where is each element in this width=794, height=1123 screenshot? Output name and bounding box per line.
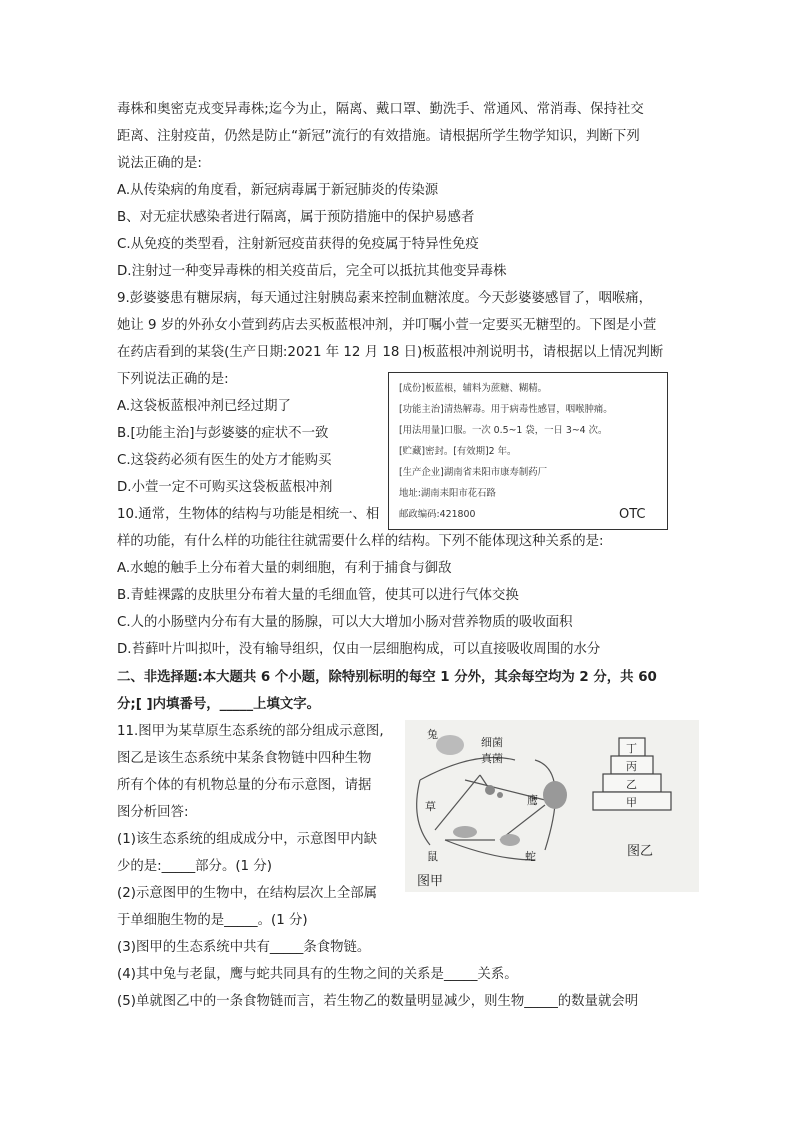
snake-shape xyxy=(500,834,520,846)
label-function: [功能主治]清热解毒。用于病毒性感冒，咽喉肿痛。 xyxy=(399,404,613,415)
pyramid-level-yi: 乙 xyxy=(626,778,637,791)
microbe-shape xyxy=(485,785,495,795)
text-line: 毒株和奥密克戎变异毒株;迄今为止，隔离、戴口罩、勤洗手、常通风、常消毒、保持社交 xyxy=(117,102,644,117)
option-d: D.注射过一种变异毒株的相关疫苗后，完全可以抵抗其他变异毒株 xyxy=(117,264,507,279)
text-line: 所有个体的有机物总量的分布示意图，请据 xyxy=(117,778,372,793)
label-rabbit: 兔 xyxy=(427,728,438,741)
question-11: 11.图甲为某草原生态系统的部分组成示意图, xyxy=(117,724,384,739)
label-address: 地址:湖南耒阳市花石路 xyxy=(399,488,496,499)
option-a: A.这袋板蓝根冲剂已经过期了 xyxy=(117,399,291,414)
text-line: 少的是:_____部分。(1 分) xyxy=(117,859,272,874)
text-line: 于单细胞生物的是_____。(1 分) xyxy=(117,913,308,928)
option-c: C.这袋药必须有医生的处方才能购买 xyxy=(117,453,332,468)
section-heading-cont: 分;[ ]内填番号，_____上填文字。 xyxy=(117,697,321,712)
pyramid-level-ding: 丁 xyxy=(626,742,637,755)
text-line: 她让 9 岁的外孙女小萱到药店去买板蓝根冲剂，并叮嘱小萱一定要买无糖型的。下图是小萱 xyxy=(117,318,657,333)
question-9: 9.彭婆婆患有糖尿病，每天通过注射胰岛素来控制血糖浓度。今天彭婆婆感冒了，咽喉痛， xyxy=(117,291,653,306)
text-line: 说法正确的是: xyxy=(117,156,202,171)
option-b: B、对无症状感染者进行隔离，属于预防措施中的保护易感者 xyxy=(117,210,475,225)
label-dosage: [用法用量]口服。一次 0.5~1 袋，一日 3~4 次。 xyxy=(399,425,608,436)
option-d: D.小萱一定不可购买这袋板蓝根冲剂 xyxy=(117,480,333,495)
option-c: C.从免疫的类型看，注射新冠疫苗获得的免疫属于特异性免疫 xyxy=(117,237,479,252)
label-postcode: 邮政编码:421800 xyxy=(399,509,476,520)
mouse-shape xyxy=(453,826,477,838)
option-b: B.青蛙裸露的皮肤里分布着大量的毛细血管，使其可以进行气体交换 xyxy=(117,588,519,603)
rabbit-shape xyxy=(436,735,464,755)
pyramid-level-jia: 甲 xyxy=(626,796,637,809)
arrow xyxy=(435,775,480,830)
text-line: 样的功能，有什么样的功能往往就需要什么样的结构。下列不能体现这种关系的是: xyxy=(117,534,604,549)
caption-jia: 图甲 xyxy=(417,874,444,889)
figure-panel xyxy=(405,720,699,892)
text-line: 图乙是该生态系统中某条食物链中四种生物 xyxy=(117,751,372,766)
text-line: 图分析回答: xyxy=(117,805,189,820)
label-grass: 草 xyxy=(425,800,436,813)
option-c: C.人的小肠壁内分布有大量的肠腺，可以大大增加小肠对营养物质的吸收面积 xyxy=(117,615,573,630)
label-ingredients: [成份]板蓝根，辅料为蔗糖、糊精。 xyxy=(399,383,547,394)
text-line: 下列说法正确的是: xyxy=(117,372,229,387)
option-b: B.[功能主治]与彭婆婆的症状不一致 xyxy=(117,426,329,441)
label-fungi: 真菌 xyxy=(481,752,503,765)
sub-question-4: (4)其中兔与老鼠，鹰与蛇共同具有的生物之间的关系是_____关系。 xyxy=(117,967,518,982)
label-bacteria: 细菌 xyxy=(481,736,503,749)
option-d: D.苔藓叶片叫拟叶，没有输导组织，仅由一层细胞构成，可以直接吸收周围的水分 xyxy=(117,642,601,657)
pyramid-level-bing: 丙 xyxy=(626,760,637,773)
label-snake: 蛇 xyxy=(525,850,536,863)
eagle-shape xyxy=(543,781,567,809)
sub-question-3: (3)图甲的生态系统中共有_____条食物链。 xyxy=(117,940,371,955)
caption-yi: 图乙 xyxy=(627,844,654,859)
otc-mark: OTC xyxy=(619,507,646,522)
ecosystem-figure xyxy=(405,720,699,892)
label-mouse: 鼠 xyxy=(427,850,438,863)
label-storage: [贮藏]密封。[有效期]2 年。 xyxy=(399,446,517,457)
medicine-label-box xyxy=(388,372,668,530)
option-a: A.从传染病的角度看，新冠病毒属于新冠肺炎的传染源 xyxy=(117,183,439,198)
question-10: 10.通常，生物体的结构与功能是相统一、相 xyxy=(117,507,380,522)
sub-question-5: (5)单就图乙中的一条食物链而言，若生物乙的数量明显减少，则生物_____的数量就会明 xyxy=(117,994,639,1009)
label-eagle: 鹰 xyxy=(527,794,538,807)
sub-question-1: (1)该生态系统的组成成分中，示意图甲内缺 xyxy=(117,832,377,847)
text-line: 在药店看到的某袋(生产日期:2021 年 12 月 18 日)板蓝根冲剂说明书，请根据以上情况判断 xyxy=(117,345,664,360)
arrow xyxy=(445,840,535,860)
option-a: A.水螅的触手上分布着大量的刺细胞，有利于捕食与御敌 xyxy=(117,561,452,576)
label-manufacturer: [生产企业]湖南省耒阳市康寿制药厂 xyxy=(399,467,547,478)
sub-question-2: (2)示意图甲的生物中，在结构层次上全部属 xyxy=(117,886,377,901)
text-line: 距离、注射疫苗，仍然是防止“新冠”流行的有效措施。请根据所学生物学知识，判断下列 xyxy=(117,129,640,144)
microbe-shape xyxy=(497,792,503,798)
section-heading: 二、非选择题:本大题共 6 个小题，除特别标明的每空 1 分外，其余每空均为 2 分，共 60 xyxy=(117,670,657,685)
